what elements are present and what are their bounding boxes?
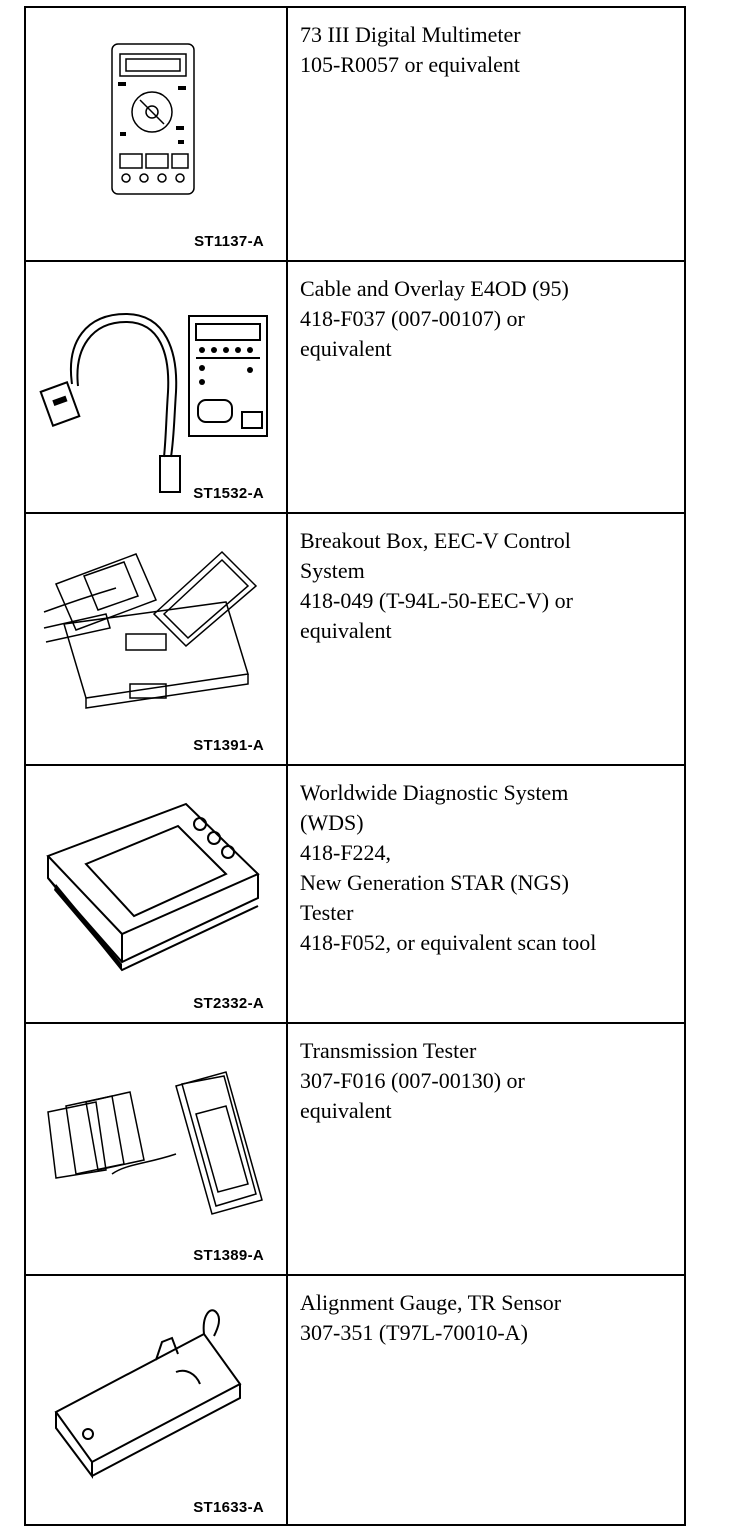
tool-description [288, 1276, 684, 1526]
description-line: Transmission Tester [300, 1038, 477, 1063]
description-line: System [300, 558, 365, 583]
description-line: New Generation STAR (NGS) [300, 870, 569, 895]
description-line: 307-351 (T97L-70010-A) [300, 1320, 528, 1345]
description-line: Worldwide Diagnostic System [300, 780, 569, 805]
description-line: equivalent [300, 336, 392, 361]
tool-description [288, 766, 684, 1022]
description-line: 418-049 (T-94L-50-EEC-V) or [300, 588, 573, 613]
tool-illustration-cell [26, 8, 288, 260]
tool-code: ST1633-A [193, 1499, 264, 1516]
tool-row-cable-overlay [26, 262, 684, 514]
description-line: 105-R0057 or equivalent [300, 52, 520, 77]
tool-row-transmission-tester [26, 1024, 684, 1276]
tool-description [288, 1024, 684, 1274]
tool-description [288, 8, 684, 260]
tool-description [288, 262, 684, 512]
tool-illustration-cell [26, 514, 288, 764]
tool-illustration-cell [26, 766, 288, 1022]
alignment-gauge-icon [26, 1276, 288, 1524]
tool-code: ST2332-A [193, 995, 264, 1012]
tool-row-breakout-box [26, 514, 684, 766]
description-line: 418-F037 (007-00107) or [300, 306, 525, 331]
breakout-box-icon [26, 514, 288, 764]
multimeter-icon [26, 8, 288, 260]
description-line: 307-F016 (007-00130) or [300, 1068, 525, 1093]
tool-illustration-cell [26, 1276, 288, 1526]
description-line: Breakout Box, EEC-V Control [300, 528, 571, 553]
tool-code: ST1389-A [193, 1247, 264, 1264]
special-tools-table [24, 6, 686, 1526]
description-line: equivalent [300, 618, 392, 643]
description-line: (WDS) [300, 810, 364, 835]
tool-code: ST1137-A [194, 233, 264, 250]
diagnostic-tablet-icon [26, 766, 288, 1022]
tool-row-multimeter [26, 8, 684, 262]
description-line: 418-F052, or equivalent scan tool [300, 930, 597, 955]
tool-code: ST1391-A [193, 737, 264, 754]
description-line: equivalent [300, 1098, 392, 1123]
description-line: 73 III Digital Multimeter [300, 22, 521, 47]
tool-description [288, 514, 684, 764]
tool-illustration-cell [26, 262, 288, 512]
description-line: 418-F224, [300, 840, 392, 865]
description-line: Tester [300, 900, 354, 925]
tool-row-diagnostic-system [26, 766, 684, 1024]
tool-code: ST1532-A [193, 485, 264, 502]
transmission-tester-icon [26, 1024, 288, 1274]
description-line: Alignment Gauge, TR Sensor [300, 1290, 562, 1315]
cable-overlay-icon [26, 262, 288, 512]
tool-illustration-cell [26, 1024, 288, 1274]
tool-row-alignment-gauge [26, 1276, 684, 1526]
description-line: Cable and Overlay E4OD (95) [300, 276, 569, 301]
